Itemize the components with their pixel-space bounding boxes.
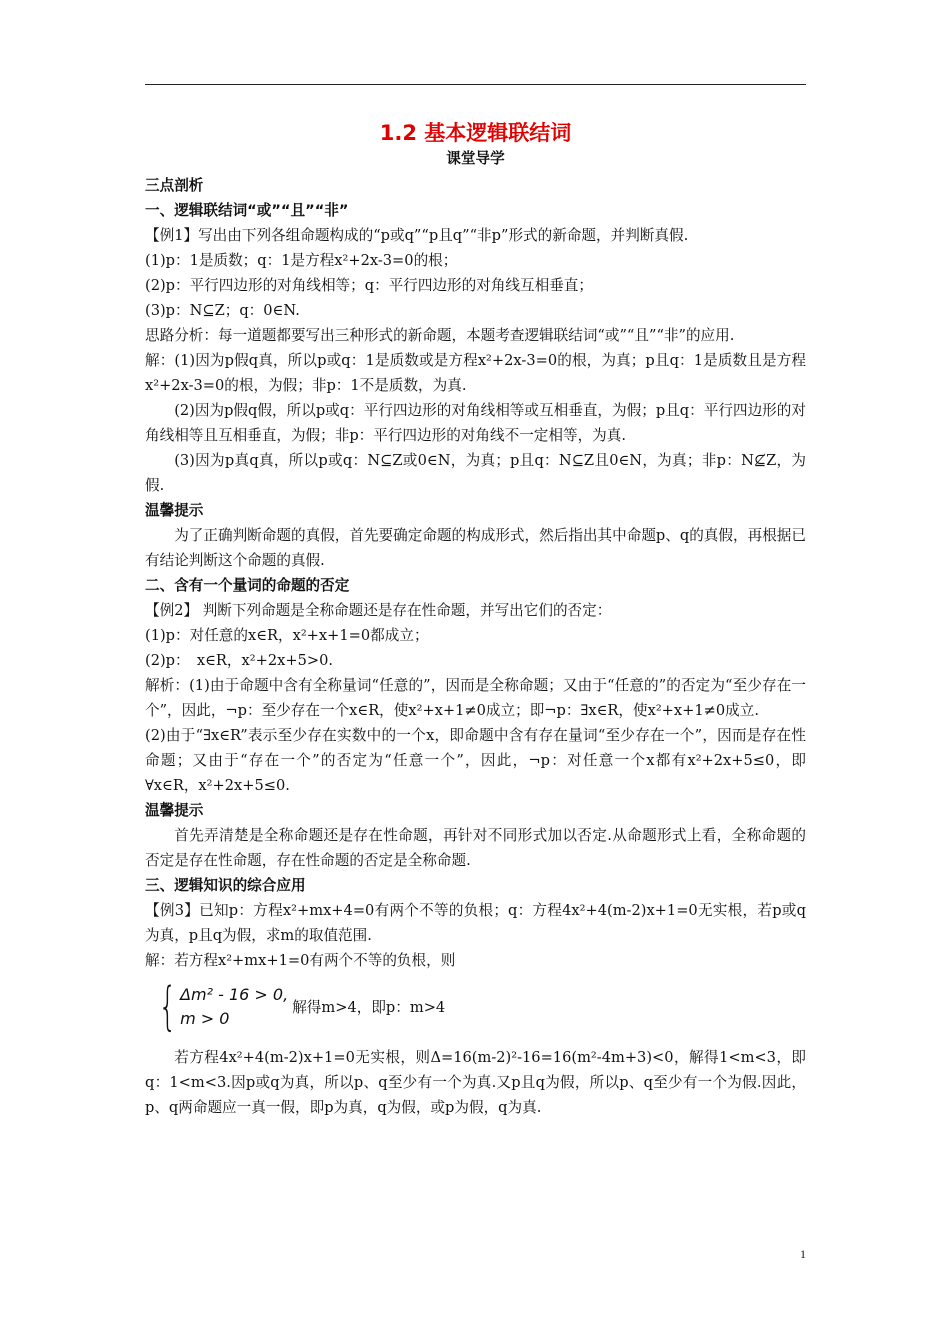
equation-system [151,979,806,1035]
paragraph: 解：(1)因为p假q真，所以p或q：1是质数或是方程x²+2x-3=0的根，为真；p且q：1是质数且是方程x²+2x-3=0的根，为假；非p：1不是质数，为真. [145,352,806,394]
paragraph: 三点剖析 [145,177,204,194]
paragraph: 【例2】 判断下列命题是全称命题还是存在性命题，并写出它们的否定： [145,602,612,619]
paragraph: 解：若方程x²+mx+1=0有两个不等的负根，则 [145,952,456,969]
paragraph: 温馨提示 [145,802,204,819]
paragraph: 二、含有一个量词的命题的否定 [145,577,350,594]
paragraph: 【例1】写出由下列各组命题构成的“p或q”“p且q”“非p”形式的新命题，并判断真假. [145,227,689,244]
paragraph: 若方程4x²+4(m-2)x+1=0无实根，则Δ=16(m-2)²-16=16(m²-4m+3)<0，解得1<m<3，即q：1<m<3.因p或q为真，所以p、q至少有一个为真.又p且q为假，所以p、q至少有一个为假.因此，p、q两命题应一真一假，即p为真，q为假，或p为假，q为真. [145,1049,806,1116]
system-result: 解得m>4，即p：m>4 [292,998,446,1016]
paragraph: 首先弄清楚是全称命题还是存在性命题，再针对不同形式加以否定.从命题形式上看，全称命题的否定是存在性命题，存在性命题的否定是全称命题. [145,827,806,869]
paragraph: 解析：(1)由于命题中含有全称量词“任意的”，因而是全称命题；又由于“任意的”的否定为“至少存在一个”，因此，¬p：至少存在一个x∈R，使x²+x+1≠0成立；即¬p：∃x∈R，使x²+x+1≠0成立. [145,677,806,719]
paragraph: (3)p：N⊆Z；q：0∈N. [145,302,300,319]
paragraph: 【例3】已知p：方程x²+mx+4=0有两个不等的负根；q：方程4x²+4(m-2)x+1=0无实根，若p或q为真，p且q为假，求m的取值范围. [145,902,806,944]
page-number: 1 [800,1247,806,1261]
system-lines [180,983,288,1031]
page-title: 1.2 基本逻辑联结词 [379,121,572,145]
paragraph: 一、逻辑联结词“或”“且”“非” [145,202,349,219]
header-rule [145,84,806,85]
paragraph: (2)p：平行四边形的对角线相等；q：平行四边形的对角线互相垂直； [145,277,593,294]
paragraph: (3)因为p真q真，所以p或q：N⊆Z或0∈N，为真；p且q：N⊆Z且0∈N，为真；非p：N⊈Z，为假. [145,452,806,494]
paragraph: (2)由于“∃x∈R”表示至少存在实数中的一个x，即命题中含有存在量词“至少存在一个”，因而是存在性命题；又由于“存在一个”的否定为“任意一个”，因此，¬p：对任意一个x都有x²+2x+5≤0，即∀x∈R，x²+2x+5≤0. [145,727,806,794]
paragraph: 温馨提示 [145,502,204,519]
paragraph: 为了正确判断命题的真假，首先要确定命题的构成形式，然后指出其中命题p、q的真假，再根据已有结论判断这个命题的真假. [145,527,806,569]
system-line-2: m > 0 [180,1009,230,1028]
document-body [145,118,806,1120]
paragraph: (1)p：对任意的x∈R，x²+x+1=0都成立； [145,627,429,644]
paragraphs [145,173,806,973]
system-line-1: Δm² - 16 > 0, [180,985,289,1004]
paragraph: (2)因为p假q假，所以p或q：平行四边形的对角线相等或互相垂直，为假；p且q：平行四边形的对角线相等且互相垂直，为假；非p：平行四边形的对角线不一定相等，为真. [145,402,806,444]
paragraphs-after [145,1045,806,1120]
paragraph: 思路分析：每一道题都要写出三种形式的新命题，本题考查逻辑联结词“或”“且”“非”的应用. [145,327,735,344]
paragraph: (1)p：1是质数；q：1是方程x²+2x-3=0的根； [145,252,458,269]
paragraph: 三、逻辑知识的综合应用 [145,877,306,894]
left-brace-icon: { [158,977,177,1037]
paragraph: (2)p： x∈R，x²+2x+5>0. [145,652,334,669]
page-subtitle: 课堂导学 [446,150,505,167]
